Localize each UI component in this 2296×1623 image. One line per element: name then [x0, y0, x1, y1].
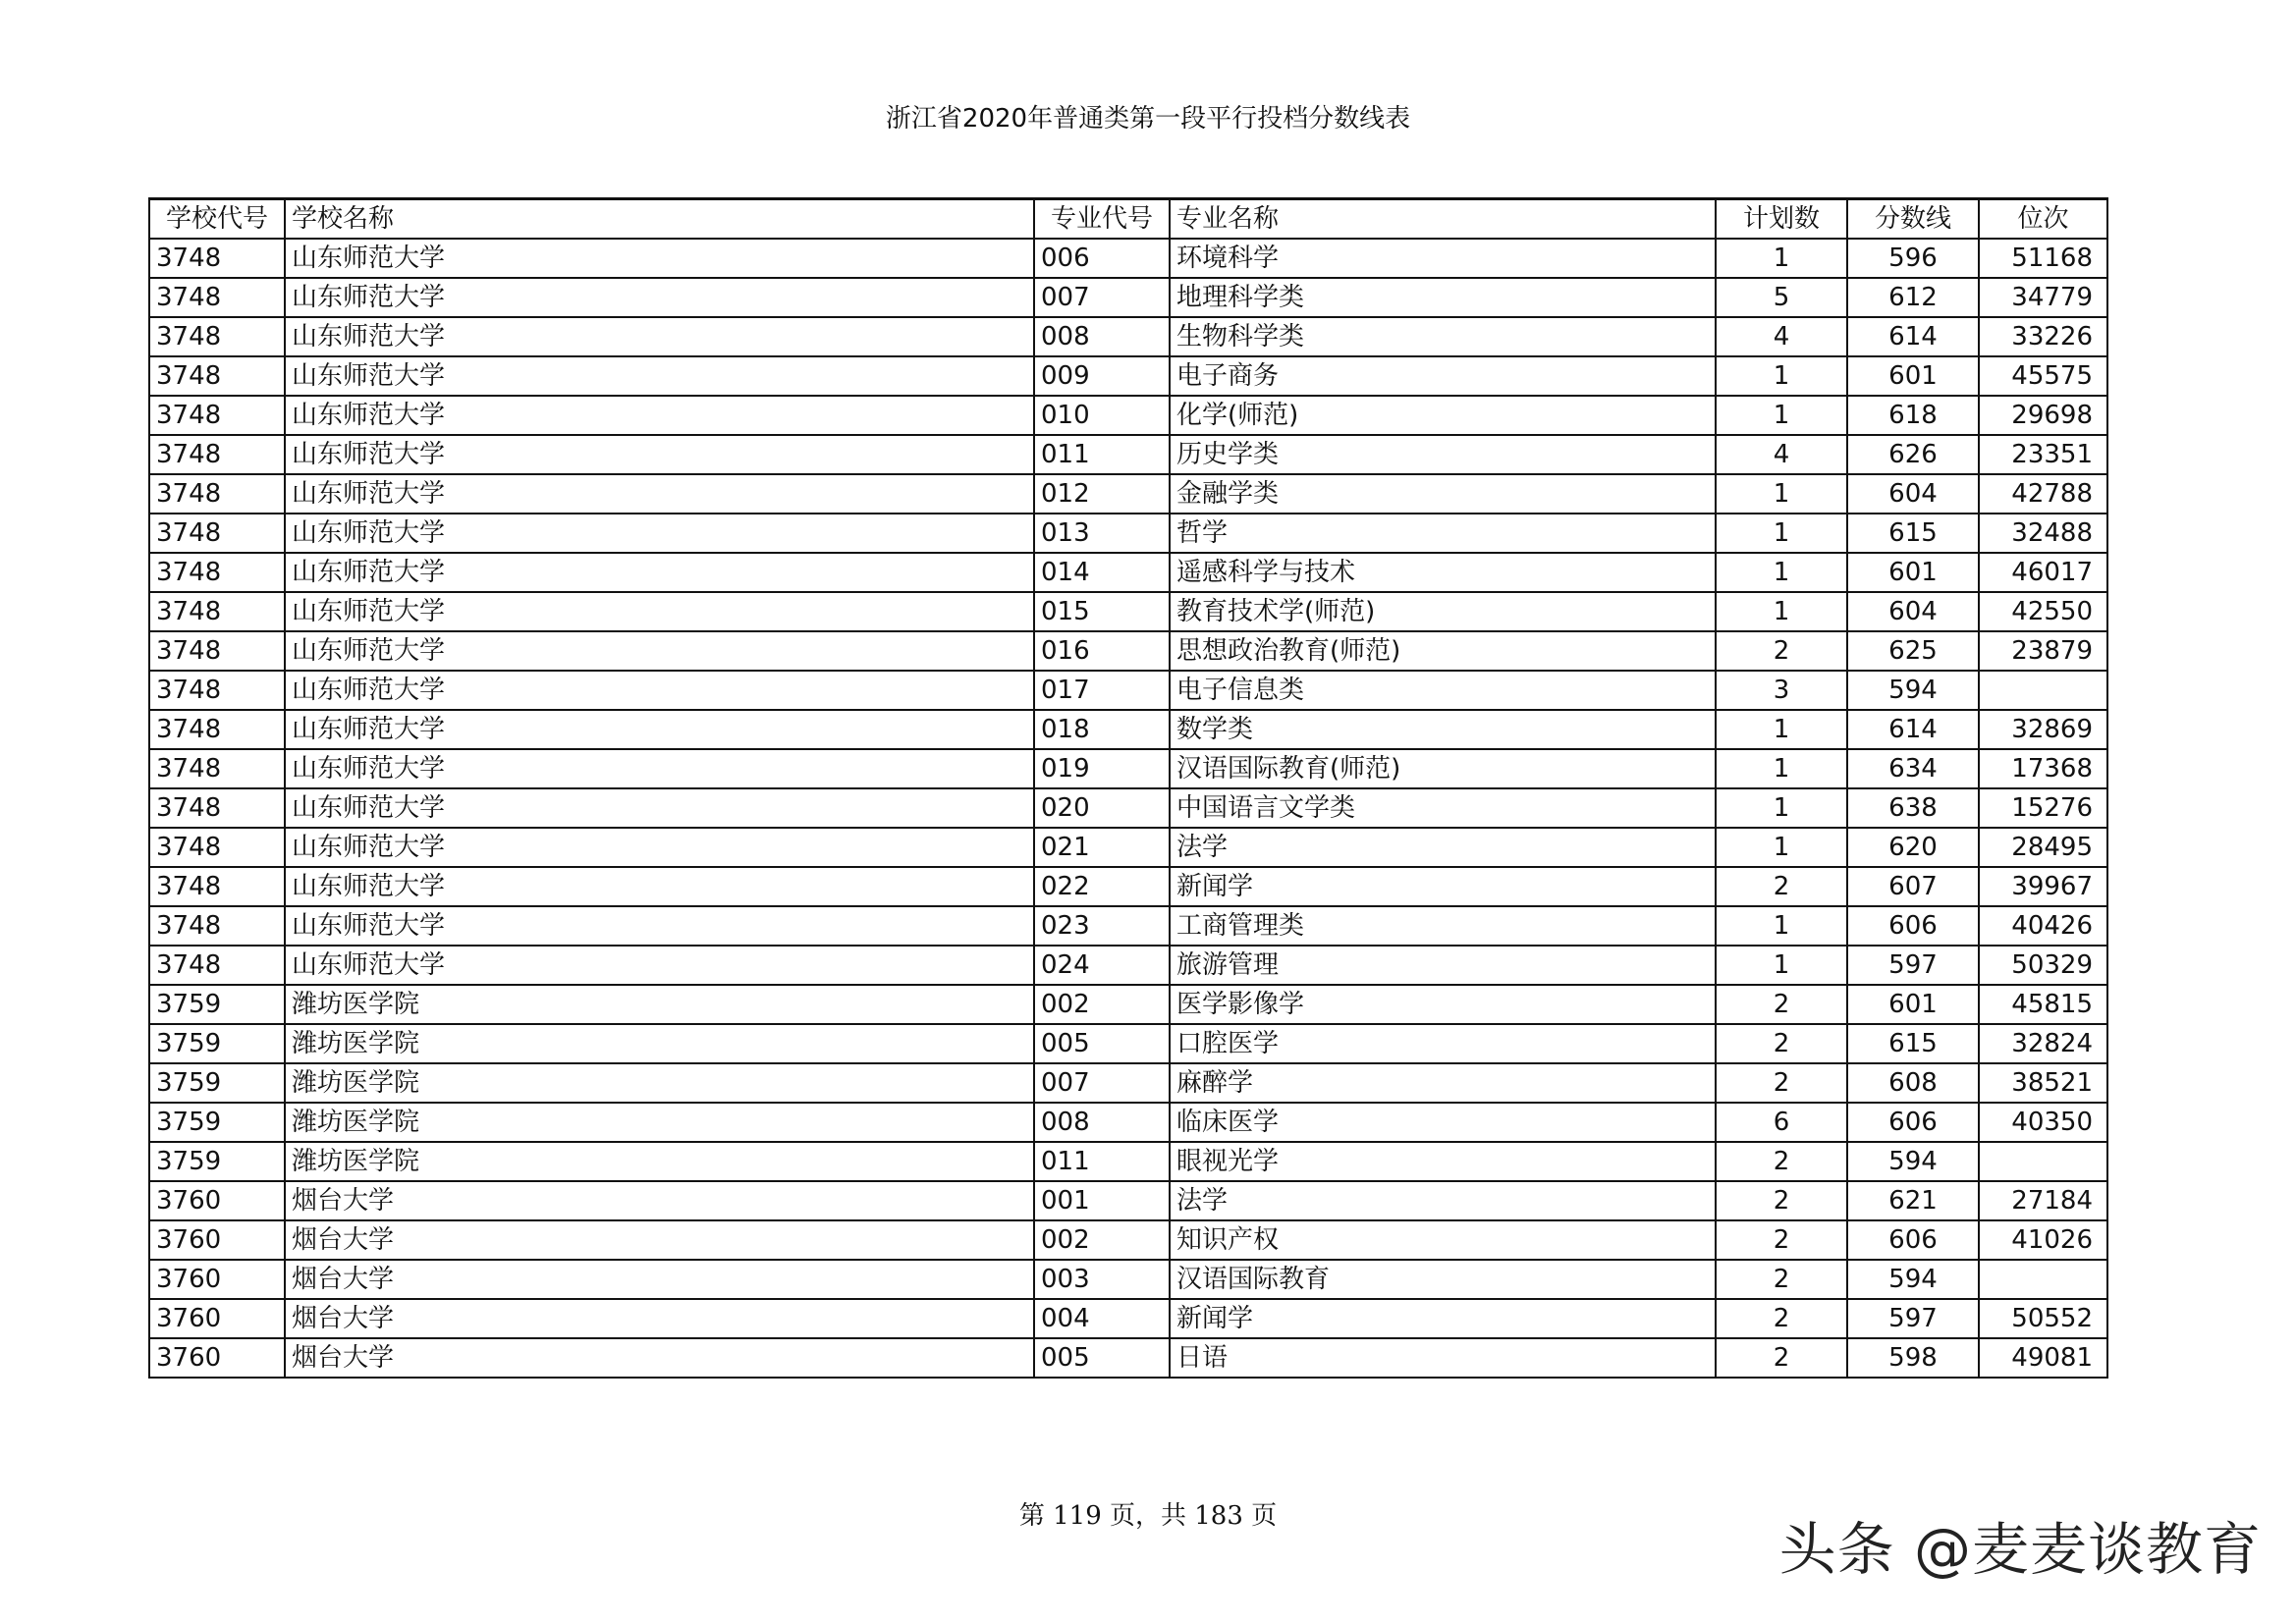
cell-score-line: 597 — [1847, 1299, 1979, 1338]
cell-school-name: 山东师范大学 — [285, 592, 1034, 631]
cell-school-code: 3748 — [149, 239, 285, 278]
cell-plan-count: 2 — [1716, 1220, 1847, 1260]
cell-plan-count: 2 — [1716, 1063, 1847, 1103]
cell-school-code: 3759 — [149, 1024, 285, 1063]
cell-rank: 29698 — [1979, 396, 2107, 435]
cell-score-line: 594 — [1847, 1260, 1979, 1299]
cell-major-code: 005 — [1034, 1338, 1170, 1378]
cell-major-name: 日语 — [1170, 1338, 1716, 1378]
cell-major-name: 历史学类 — [1170, 435, 1716, 474]
page-title: 浙江省2020年普通类第一段平行投档分数线表 — [885, 104, 1411, 134]
table-row — [149, 671, 2107, 710]
cell-school-name: 烟台大学 — [285, 1220, 1034, 1260]
cell-school-code: 3748 — [149, 749, 285, 788]
cell-score-line: 598 — [1847, 1338, 1979, 1378]
cell-major-code: 007 — [1034, 1063, 1170, 1103]
cell-major-name: 法学 — [1170, 1181, 1716, 1220]
cell-rank: 15276 — [1979, 788, 2107, 828]
cell-school-code: 3759 — [149, 1142, 285, 1181]
cell-rank: 23879 — [1979, 631, 2107, 671]
cell-school-code: 3748 — [149, 828, 285, 867]
cell-major-code: 009 — [1034, 356, 1170, 396]
cell-school-name: 潍坊医学院 — [285, 1142, 1034, 1181]
cell-score-line: 614 — [1847, 317, 1979, 356]
cell-school-code: 3748 — [149, 356, 285, 396]
cell-major-code: 007 — [1034, 278, 1170, 317]
table-row — [149, 356, 2107, 396]
cell-plan-count: 3 — [1716, 671, 1847, 710]
cell-rank: 33226 — [1979, 317, 2107, 356]
cell-plan-count: 1 — [1716, 788, 1847, 828]
cell-score-line: 594 — [1847, 671, 1979, 710]
cell-school-name: 山东师范大学 — [285, 239, 1034, 278]
cell-score-line: 594 — [1847, 1142, 1979, 1181]
table-row — [149, 749, 2107, 788]
table-row — [149, 1181, 2107, 1220]
cell-rank: 32869 — [1979, 710, 2107, 749]
cell-major-name: 遥感科学与技术 — [1170, 553, 1716, 592]
cell-major-code: 014 — [1034, 553, 1170, 592]
cell-major-code: 006 — [1034, 239, 1170, 278]
table-row — [149, 474, 2107, 514]
cell-rank: 42550 — [1979, 592, 2107, 631]
cell-major-name: 新闻学 — [1170, 867, 1716, 906]
cell-school-name: 山东师范大学 — [285, 396, 1034, 435]
cell-school-name: 烟台大学 — [285, 1338, 1034, 1378]
table-row — [149, 906, 2107, 946]
header-plan-count: 计划数 — [1716, 199, 1847, 240]
page-number: 第 119 页，共 183 页 — [1018, 1501, 1278, 1531]
cell-plan-count: 2 — [1716, 985, 1847, 1024]
cell-rank: 41026 — [1979, 1220, 2107, 1260]
cell-school-name: 山东师范大学 — [285, 435, 1034, 474]
cell-major-name: 汉语国际教育 — [1170, 1260, 1716, 1299]
cell-rank: 45575 — [1979, 356, 2107, 396]
watermark — [1779, 1503, 2262, 1586]
cell-school-code: 3748 — [149, 592, 285, 631]
cell-major-name: 思想政治教育(师范) — [1170, 631, 1716, 671]
cell-major-code: 008 — [1034, 317, 1170, 356]
cell-plan-count: 2 — [1716, 1260, 1847, 1299]
cell-school-code: 3748 — [149, 435, 285, 474]
cell-school-name: 山东师范大学 — [285, 867, 1034, 906]
table-row — [149, 435, 2107, 474]
table-row — [149, 1260, 2107, 1299]
cell-major-code: 024 — [1034, 946, 1170, 985]
cell-major-code: 012 — [1034, 474, 1170, 514]
cell-rank: 27184 — [1979, 1181, 2107, 1220]
cell-school-code: 3760 — [149, 1181, 285, 1220]
table-row — [149, 1103, 2107, 1142]
cell-school-name: 潍坊医学院 — [285, 1024, 1034, 1063]
cell-rank: 46017 — [1979, 553, 2107, 592]
header-major-code: 专业代号 — [1034, 199, 1170, 240]
cell-major-name: 工商管理类 — [1170, 906, 1716, 946]
cell-school-code: 3759 — [149, 1063, 285, 1103]
cell-plan-count: 1 — [1716, 749, 1847, 788]
score-table — [148, 197, 2108, 1379]
cell-major-code: 022 — [1034, 867, 1170, 906]
cell-major-name: 教育技术学(师范) — [1170, 592, 1716, 631]
cell-major-code: 011 — [1034, 435, 1170, 474]
cell-plan-count: 1 — [1716, 514, 1847, 553]
table-row — [149, 1142, 2107, 1181]
cell-major-code: 016 — [1034, 631, 1170, 671]
cell-score-line: 606 — [1847, 906, 1979, 946]
cell-major-code: 020 — [1034, 788, 1170, 828]
table-row — [149, 946, 2107, 985]
cell-school-name: 山东师范大学 — [285, 749, 1034, 788]
cell-plan-count: 1 — [1716, 474, 1847, 514]
watermark-text: 头条 @麦麦谈教育 — [1778, 1516, 2262, 1583]
cell-score-line: 614 — [1847, 710, 1979, 749]
cell-rank: 49081 — [1979, 1338, 2107, 1378]
cell-major-code: 001 — [1034, 1181, 1170, 1220]
cell-major-code: 010 — [1034, 396, 1170, 435]
cell-major-name: 知识产权 — [1170, 1220, 1716, 1260]
cell-school-code: 3760 — [149, 1260, 285, 1299]
cell-school-name: 山东师范大学 — [285, 474, 1034, 514]
cell-plan-count: 2 — [1716, 1181, 1847, 1220]
cell-major-code: 005 — [1034, 1024, 1170, 1063]
cell-score-line: 606 — [1847, 1103, 1979, 1142]
cell-school-code: 3748 — [149, 906, 285, 946]
table-row — [149, 867, 2107, 906]
cell-school-name: 烟台大学 — [285, 1181, 1034, 1220]
table-row — [149, 317, 2107, 356]
cell-score-line: 608 — [1847, 1063, 1979, 1103]
cell-major-code: 023 — [1034, 906, 1170, 946]
cell-score-line: 626 — [1847, 435, 1979, 474]
cell-major-name: 中国语言文学类 — [1170, 788, 1716, 828]
cell-plan-count: 1 — [1716, 828, 1847, 867]
cell-plan-count: 1 — [1716, 710, 1847, 749]
cell-school-name: 烟台大学 — [285, 1260, 1034, 1299]
cell-score-line: 621 — [1847, 1181, 1979, 1220]
cell-plan-count: 6 — [1716, 1103, 1847, 1142]
cell-score-line: 596 — [1847, 239, 1979, 278]
cell-school-code: 3748 — [149, 867, 285, 906]
cell-score-line: 601 — [1847, 985, 1979, 1024]
table-row — [149, 514, 2107, 553]
cell-major-code: 015 — [1034, 592, 1170, 631]
cell-score-line: 597 — [1847, 946, 1979, 985]
cell-school-name: 潍坊医学院 — [285, 1103, 1034, 1142]
cell-school-code: 3759 — [149, 1103, 285, 1142]
cell-school-name: 山东师范大学 — [285, 671, 1034, 710]
table-row — [149, 828, 2107, 867]
cell-major-name: 眼视光学 — [1170, 1142, 1716, 1181]
cell-school-name: 山东师范大学 — [285, 946, 1034, 985]
cell-rank: 23351 — [1979, 435, 2107, 474]
cell-plan-count: 2 — [1716, 1142, 1847, 1181]
table-row — [149, 631, 2107, 671]
cell-school-name: 山东师范大学 — [285, 788, 1034, 828]
table-row — [149, 710, 2107, 749]
cell-score-line: 618 — [1847, 396, 1979, 435]
header-rank: 位次 — [1979, 199, 2107, 240]
cell-plan-count: 1 — [1716, 906, 1847, 946]
table-row — [149, 1338, 2107, 1378]
header-school-name: 学校名称 — [285, 199, 1034, 240]
cell-plan-count: 2 — [1716, 1299, 1847, 1338]
cell-rank: 28495 — [1979, 828, 2107, 867]
cell-school-code: 3748 — [149, 946, 285, 985]
cell-score-line: 638 — [1847, 788, 1979, 828]
cell-school-name: 山东师范大学 — [285, 710, 1034, 749]
cell-school-code: 3748 — [149, 317, 285, 356]
cell-plan-count: 2 — [1716, 1024, 1847, 1063]
header-major-name: 专业名称 — [1170, 199, 1716, 240]
cell-plan-count: 4 — [1716, 317, 1847, 356]
cell-major-name: 地理科学类 — [1170, 278, 1716, 317]
cell-plan-count: 2 — [1716, 867, 1847, 906]
cell-school-code: 3748 — [149, 788, 285, 828]
cell-major-name: 电子商务 — [1170, 356, 1716, 396]
table-row — [149, 1220, 2107, 1260]
cell-score-line: 604 — [1847, 474, 1979, 514]
cell-score-line: 601 — [1847, 356, 1979, 396]
cell-rank: 50329 — [1979, 946, 2107, 985]
cell-plan-count: 1 — [1716, 946, 1847, 985]
cell-major-name: 数学类 — [1170, 710, 1716, 749]
cell-major-name: 法学 — [1170, 828, 1716, 867]
cell-major-code: 013 — [1034, 514, 1170, 553]
cell-major-name: 临床医学 — [1170, 1103, 1716, 1142]
cell-major-name: 医学影像学 — [1170, 985, 1716, 1024]
cell-major-code: 018 — [1034, 710, 1170, 749]
cell-score-line: 604 — [1847, 592, 1979, 631]
cell-rank — [1979, 1260, 2107, 1299]
cell-major-code: 003 — [1034, 1260, 1170, 1299]
table-row — [149, 1299, 2107, 1338]
header-school-code: 学校代号 — [149, 199, 285, 240]
cell-plan-count: 1 — [1716, 396, 1847, 435]
cell-school-code: 3760 — [149, 1220, 285, 1260]
cell-score-line: 615 — [1847, 1024, 1979, 1063]
cell-school-name: 山东师范大学 — [285, 514, 1034, 553]
cell-rank — [1979, 1142, 2107, 1181]
cell-rank: 32488 — [1979, 514, 2107, 553]
cell-major-code: 002 — [1034, 1220, 1170, 1260]
cell-major-name: 哲学 — [1170, 514, 1716, 553]
cell-rank: 42788 — [1979, 474, 2107, 514]
cell-major-code: 008 — [1034, 1103, 1170, 1142]
table-header-row — [149, 199, 2107, 240]
table-row — [149, 239, 2107, 278]
cell-major-name: 金融学类 — [1170, 474, 1716, 514]
cell-school-code: 3748 — [149, 553, 285, 592]
cell-major-name: 新闻学 — [1170, 1299, 1716, 1338]
cell-score-line: 634 — [1847, 749, 1979, 788]
table-row — [149, 1063, 2107, 1103]
cell-score-line: 615 — [1847, 514, 1979, 553]
cell-major-name: 生物科学类 — [1170, 317, 1716, 356]
cell-plan-count: 1 — [1716, 592, 1847, 631]
cell-major-name: 口腔医学 — [1170, 1024, 1716, 1063]
table-row — [149, 278, 2107, 317]
cell-rank: 38521 — [1979, 1063, 2107, 1103]
cell-plan-count: 5 — [1716, 278, 1847, 317]
cell-rank — [1979, 671, 2107, 710]
cell-rank: 50552 — [1979, 1299, 2107, 1338]
table-row — [149, 553, 2107, 592]
cell-score-line: 601 — [1847, 553, 1979, 592]
cell-rank: 34779 — [1979, 278, 2107, 317]
cell-major-name: 麻醉学 — [1170, 1063, 1716, 1103]
cell-major-code: 021 — [1034, 828, 1170, 867]
cell-school-code: 3759 — [149, 985, 285, 1024]
cell-score-line: 620 — [1847, 828, 1979, 867]
cell-major-code: 019 — [1034, 749, 1170, 788]
cell-major-code: 004 — [1034, 1299, 1170, 1338]
cell-school-name: 山东师范大学 — [285, 317, 1034, 356]
cell-school-code: 3748 — [149, 474, 285, 514]
cell-score-line: 606 — [1847, 1220, 1979, 1260]
cell-school-code: 3748 — [149, 396, 285, 435]
table-row — [149, 592, 2107, 631]
cell-plan-count: 1 — [1716, 239, 1847, 278]
cell-school-name: 山东师范大学 — [285, 356, 1034, 396]
cell-score-line: 625 — [1847, 631, 1979, 671]
cell-major-code: 017 — [1034, 671, 1170, 710]
cell-major-name: 环境科学 — [1170, 239, 1716, 278]
cell-school-code: 3748 — [149, 631, 285, 671]
cell-school-code: 3748 — [149, 671, 285, 710]
cell-rank: 40350 — [1979, 1103, 2107, 1142]
table-row — [149, 396, 2107, 435]
cell-school-name: 山东师范大学 — [285, 828, 1034, 867]
cell-school-name: 潍坊医学院 — [285, 1063, 1034, 1103]
cell-school-name: 山东师范大学 — [285, 278, 1034, 317]
cell-school-name: 烟台大学 — [285, 1299, 1034, 1338]
cell-rank: 39967 — [1979, 867, 2107, 906]
cell-school-code: 3748 — [149, 514, 285, 553]
cell-rank: 51168 — [1979, 239, 2107, 278]
cell-school-code: 3748 — [149, 710, 285, 749]
cell-plan-count: 1 — [1716, 356, 1847, 396]
cell-plan-count: 2 — [1716, 631, 1847, 671]
table-row — [149, 985, 2107, 1024]
cell-school-code: 3748 — [149, 278, 285, 317]
cell-rank: 45815 — [1979, 985, 2107, 1024]
cell-rank: 40426 — [1979, 906, 2107, 946]
cell-major-code: 011 — [1034, 1142, 1170, 1181]
cell-major-name: 电子信息类 — [1170, 671, 1716, 710]
cell-rank: 17368 — [1979, 749, 2107, 788]
cell-score-line: 607 — [1847, 867, 1979, 906]
cell-school-name: 山东师范大学 — [285, 631, 1034, 671]
table-row — [149, 788, 2107, 828]
table-body — [149, 239, 2107, 1378]
cell-major-name: 旅游管理 — [1170, 946, 1716, 985]
cell-major-code: 002 — [1034, 985, 1170, 1024]
cell-major-name: 化学(师范) — [1170, 396, 1716, 435]
cell-plan-count: 1 — [1716, 553, 1847, 592]
cell-score-line: 612 — [1847, 278, 1979, 317]
cell-school-name: 山东师范大学 — [285, 906, 1034, 946]
table-row — [149, 1024, 2107, 1063]
cell-school-name: 山东师范大学 — [285, 553, 1034, 592]
cell-plan-count: 4 — [1716, 435, 1847, 474]
cell-school-name: 潍坊医学院 — [285, 985, 1034, 1024]
cell-rank: 32824 — [1979, 1024, 2107, 1063]
header-score-line: 分数线 — [1847, 199, 1979, 240]
cell-major-name: 汉语国际教育(师范) — [1170, 749, 1716, 788]
cell-school-code: 3760 — [149, 1338, 285, 1378]
cell-plan-count: 2 — [1716, 1338, 1847, 1378]
cell-school-code: 3760 — [149, 1299, 285, 1338]
